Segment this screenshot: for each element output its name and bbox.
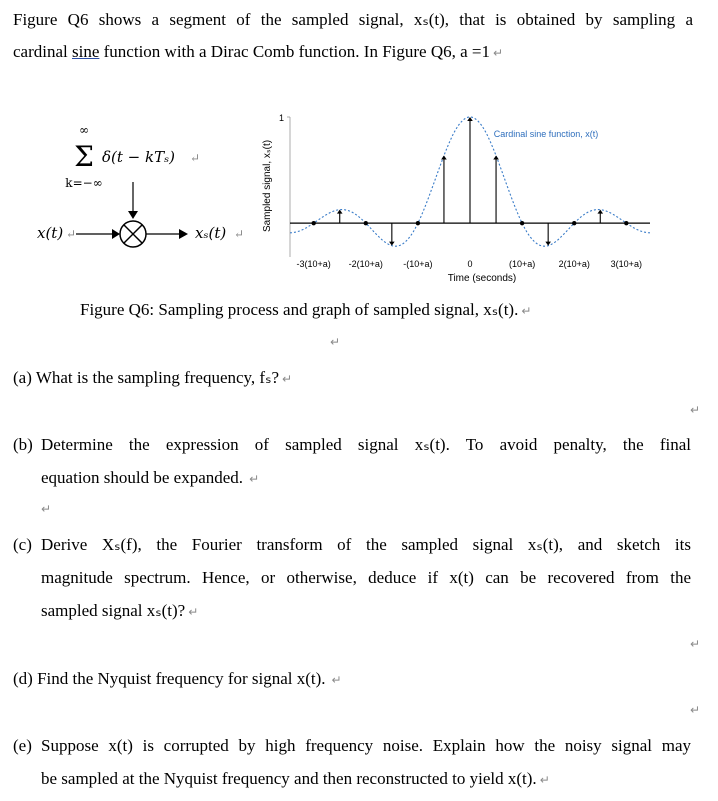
sample-arrow-head: [545, 242, 551, 246]
question-a-text: What is the sampling frequency, fₛ?: [35, 368, 279, 387]
return-mark-icon: ↵: [539, 773, 550, 787]
output-arrow-head: [179, 229, 188, 239]
sample-dot: [520, 221, 524, 225]
intro-word-cardinal: cardinal: [13, 42, 68, 61]
intro-line-1-text: Figure Q6 shows a segment of the sampled signal, xₛ(t), that is obtained by sampling a: [13, 10, 693, 29]
sample-arrow-head: [389, 242, 395, 246]
sample-dot: [311, 221, 315, 225]
return-mark-icon: ↵: [41, 502, 52, 516]
input-signal-label: x(t): [37, 224, 64, 242]
intro-line-2-rest: function with a Dirac Comb function. In Figure Q6, a =1: [103, 42, 490, 61]
dirac-comb-term: δ(t − kTₛ): [102, 148, 176, 166]
legend-label: Cardinal sine function, x(t): [493, 129, 599, 139]
comb-arrow-head: [128, 211, 138, 219]
question-d: [13, 669, 342, 689]
sum-sigma: Σ: [74, 140, 94, 173]
x-axis-label: Time (seconds): [447, 273, 517, 284]
x-tick-label: (10+a): [508, 259, 536, 269]
return-mark-icon: ↵: [690, 703, 701, 717]
intro-line-2: [13, 42, 503, 62]
sampled-signal-chart: [250, 105, 670, 290]
question-b-text-2: equation should be expanded.: [41, 468, 244, 487]
question-e-line-1: [41, 736, 691, 756]
question-c-label: (c): [13, 535, 32, 554]
x-tick-label: 3(10+a): [610, 259, 642, 269]
question-c-line-1: [41, 535, 691, 555]
question-b-label: (b): [13, 435, 33, 454]
return-mark-icon: ↵: [492, 46, 504, 60]
question-c-text-3: sampled signal xₛ(t)?: [41, 601, 186, 620]
intro-word-sine: sine: [72, 42, 100, 61]
sample-arrow-head: [493, 156, 499, 160]
x-tick-label: -2(10+a): [348, 259, 383, 269]
question-e-line-2: [41, 769, 550, 789]
return-mark-icon: ↵: [690, 637, 701, 651]
figure-caption: [80, 300, 531, 320]
x-tick-label: 0: [467, 259, 473, 269]
figure-caption-text: Figure Q6: Sampling process and graph of sampled signal, xₛ(t).: [80, 300, 519, 319]
output-signal-label: xₛ(t): [195, 224, 227, 242]
sum-lower-limit: k=−∞: [65, 176, 103, 190]
question-a: [13, 368, 292, 388]
return-mark-icon: ↵: [331, 673, 342, 687]
question-c-text-1: Derive Xₛ(f), the Fourier transform of the sampled signal xₛ(t), and sketch its: [41, 535, 691, 554]
sum-upper-limit: ∞: [79, 123, 89, 137]
input-arrow-head: [112, 229, 120, 239]
return-mark-icon: ↵: [281, 372, 293, 386]
return-mark-icon: ↵: [521, 304, 532, 318]
question-c-text-2: magnitude spectrum. Hence, or otherwise, deduce if x(t) can be recovered from the: [41, 568, 691, 587]
return-mark-icon: ↵: [66, 227, 77, 241]
question-e-text-1: Suppose x(t) is corrupted by high frequency noise. Explain how the noisy signal may: [41, 736, 691, 755]
return-mark-icon: ↵: [234, 227, 245, 241]
return-mark-icon: ↵: [330, 335, 341, 349]
sample-dot: [572, 221, 576, 225]
x-tick-label: -3(10+a): [296, 259, 331, 269]
sampling-block-diagram: [30, 120, 280, 260]
question-c-line-3: [41, 601, 198, 621]
question-e-label: (e): [13, 736, 32, 755]
x-tick-label: 2(10+a): [558, 259, 590, 269]
sample-dot: [364, 221, 368, 225]
question-c-line-2: [41, 568, 691, 588]
return-mark-icon: ↵: [249, 472, 260, 486]
question-b-line-2: [41, 468, 259, 488]
intro-line-1: [13, 10, 693, 30]
question-b-line-1: [41, 435, 691, 455]
question-e-text-2: be sampled at the Nyquist frequency and then reconstructed to yield x(t).: [41, 769, 537, 788]
y-tick-label: 1: [278, 113, 284, 123]
y-axis-label: Sampled signal, xₛ(t): [262, 139, 273, 233]
return-mark-icon: ↵: [190, 151, 201, 165]
sample-dot: [624, 221, 628, 225]
question-a-label: (a): [13, 368, 32, 387]
question-b-text-1: Determine the expression of sampled signal xₛ(t). To avoid penalty, the final: [41, 435, 691, 454]
question-d-text: Find the Nyquist frequency for signal x(t).: [37, 669, 326, 688]
sample-dot: [416, 221, 420, 225]
return-mark-icon: ↵: [188, 605, 199, 619]
sample-arrow-head: [441, 156, 447, 160]
x-tick-label: -(10+a): [403, 259, 433, 269]
chart-layer: [262, 113, 650, 284]
return-mark-icon: ↵: [690, 403, 701, 417]
question-d-label: (d): [13, 669, 33, 688]
